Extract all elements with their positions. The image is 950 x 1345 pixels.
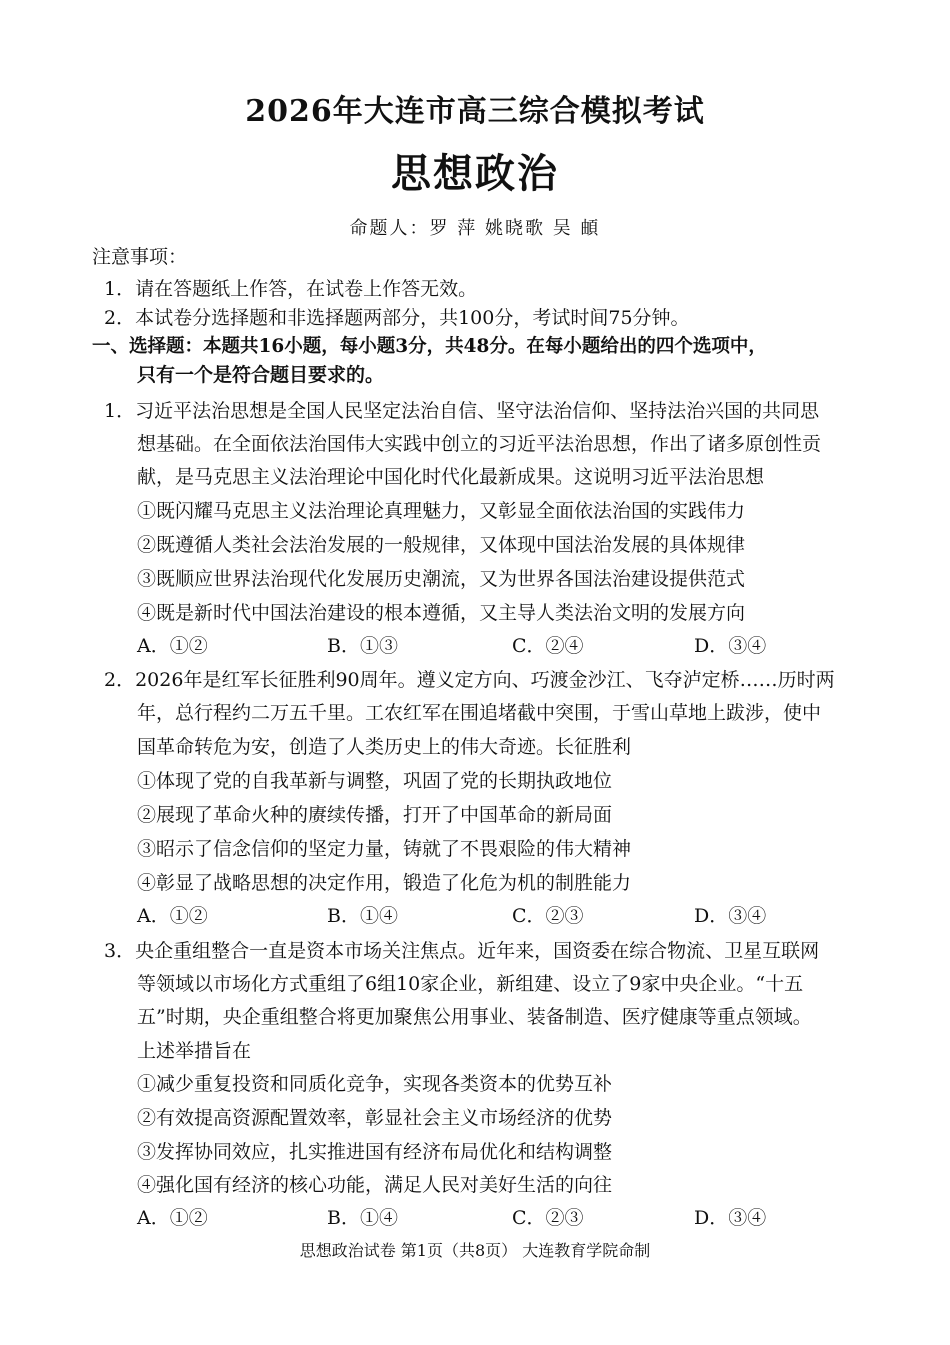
q3-option-b: B．①④ [327,1207,398,1229]
authors-line: 命题人：罗 萍 姚晓歌 吴 頔 [349,218,601,239]
q1-stem-line2: 想基础。在全面依法治国伟大实践中创立的习近平法治思想，作出了诸多原创性贡 [137,433,822,455]
q2-stem-line3: 国革命转危为安，创造了人类历史上的伟大奇迹。长征胜利 [137,736,632,758]
notice-item-2: 2．本试卷分选择题和非选择题两部分，共100分，考试时间75分钟。 [104,307,690,329]
q1-statement-1: ①既闪耀马克思主义法治理论真理魅力，又彰显全面依法治国的实践伟力 [137,500,746,522]
q2-stem-line1: 2．2026年是红军长征胜利90周年。遵义定方向、巧渡金沙江、飞夺泸定桥……历时两 [104,669,835,691]
q3-stem-line3: 五”时期，央企重组整合将更加聚焦公用事业、装备制造、医疗健康等重点领域。 [137,1006,812,1028]
q3-statement-1: ①减少重复投资和同质化竞争，实现各类资本的优势互补 [137,1073,613,1095]
q1-options [137,633,837,659]
q2-statement-1: ①体现了党的自我革新与调整，巩固了党的长期执政地位 [137,770,613,792]
q3-stem-line4: 上述举措旨在 [137,1040,252,1062]
subject-title: 思想政治 [391,150,559,197]
exam-title: 2026年大连市高三综合模拟考试 [245,94,705,129]
notice-item-1: 1．请在答题纸上作答，在试卷上作答无效。 [104,278,478,300]
q1-stem-line3: 献，是马克思主义法治理论中国化时代化最新成果。这说明习近平法治思想 [137,466,765,488]
section-heading-line1: 一、选择题：本题共16小题，每小题3分，共48分。在每小题给出的四个选项中， [92,336,767,357]
q3-option-d: D．③④ [694,1207,767,1229]
q2-option-c: C．②③ [512,905,584,927]
q3-statement-4: ④强化国有经济的核心功能，满足人民对美好生活的向往 [137,1174,613,1196]
q2-options [137,903,837,929]
notice-heading: 注意事项： [92,246,188,268]
q1-statement-2: ②既遵循人类社会法治发展的一般规律，又体现中国法治发展的具体规律 [137,534,746,556]
q1-option-b: B．①③ [327,635,398,657]
q3-option-c: C．②③ [512,1207,584,1229]
q2-stem-line2: 年，总行程约二万五千里。工农红军在围追堵截中突围，于雪山草地上跋涉，使中 [137,702,822,724]
page-footer: 思想政治试卷 第1页（共8页） 大连教育学院命制 [299,1241,651,1260]
q2-option-a: A．①② [137,905,208,927]
q2-option-b: B．①④ [327,905,398,927]
q1-statement-4: ④既是新时代中国法治建设的根本遵循，又主导人类法治文明的发展方向 [137,602,746,624]
q3-option-a: A．①② [137,1207,208,1229]
q3-stem-line1: 3．央企重组整合一直是资本市场关注焦点。近年来，国资委在综合物流、卫星互联网 [104,940,820,962]
section-heading-line2: 只有一个是符合题目要求的。 [137,364,385,386]
q1-statement-3: ③既顺应世界法治现代化发展历史潮流，又为世界各国法治建设提供范式 [137,568,746,590]
q1-option-c: C．②④ [512,635,584,657]
q2-statement-3: ③昭示了信念信仰的坚定力量，铸就了不畏艰险的伟大精神 [137,838,632,860]
q1-option-a: A．①② [137,635,208,657]
q3-statement-2: ②有效提高资源配置效率，彰显社会主义市场经济的优势 [137,1107,613,1129]
q1-option-d: D．③④ [694,635,767,657]
q1-stem-line1: 1．习近平法治思想是全国人民坚定法治自信、坚守法治信仰、坚持法治兴国的共同思 [104,400,820,422]
q3-stem-line2: 等领域以市场化方式重组了6组10家企业，新组建、设立了9家中央企业。“十五 [137,973,804,995]
q3-statement-3: ③发挥协同效应，扎实推进国有经济布局优化和结构调整 [137,1141,613,1163]
q3-options [137,1205,837,1231]
q2-statement-2: ②展现了革命火种的赓续传播，打开了中国革命的新局面 [137,804,613,826]
q2-statement-4: ④彰显了战略思想的决定作用，锻造了化危为机的制胜能力 [137,872,632,894]
q2-option-d: D．③④ [694,905,767,927]
